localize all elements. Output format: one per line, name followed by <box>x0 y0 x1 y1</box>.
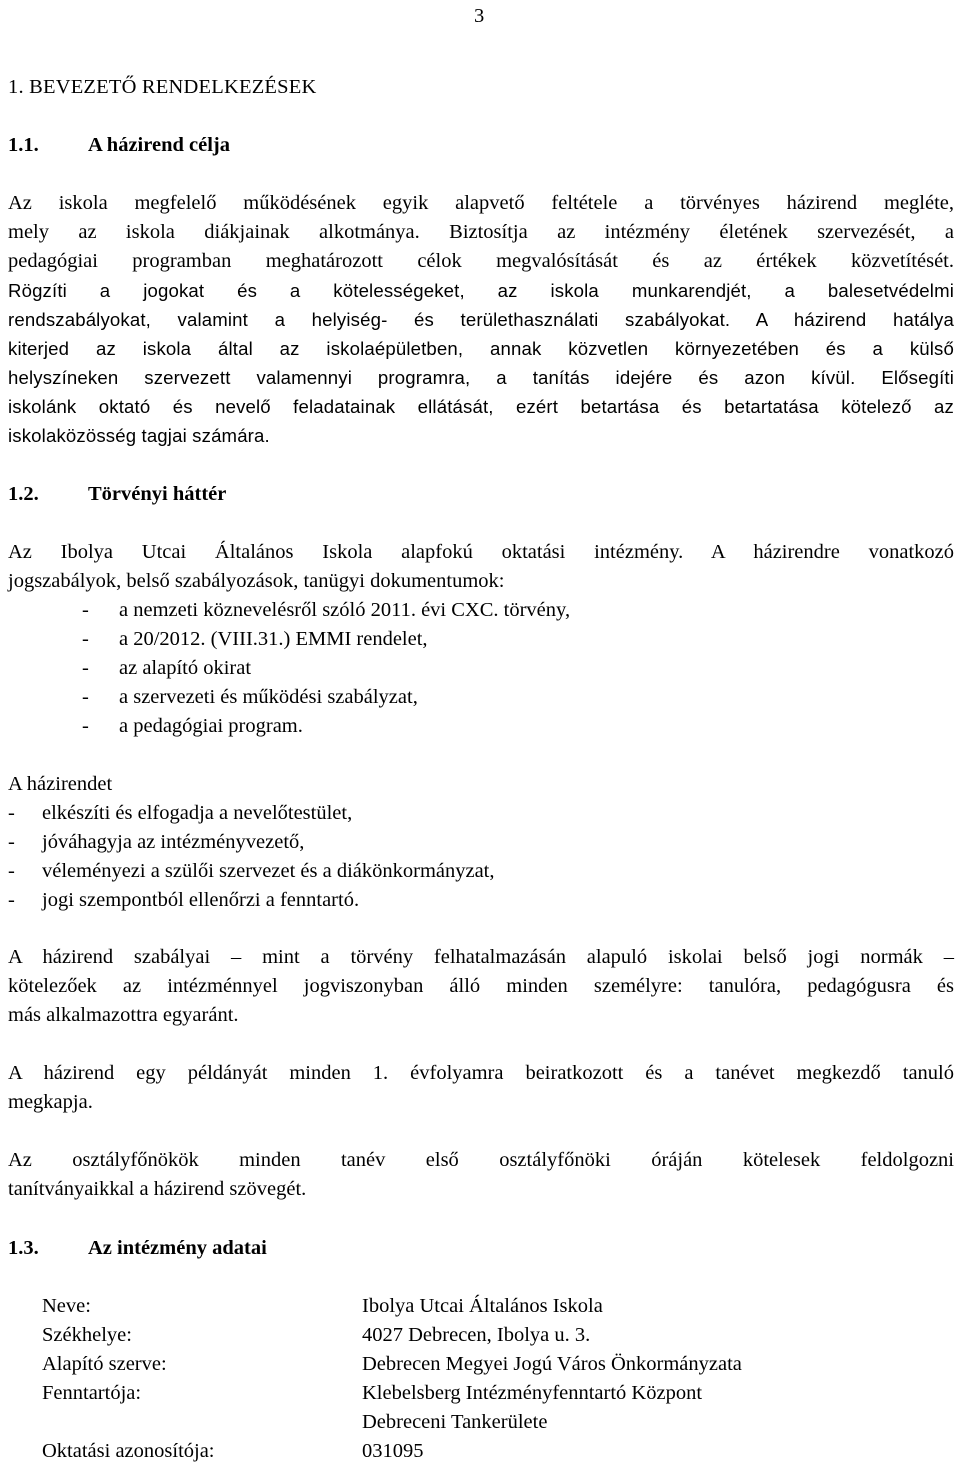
text-line: Az osztályfőnökök minden tanév első osztályfőnöki óráján kötelesek feldolgozni <box>8 1149 954 1171</box>
subsection-number: 1.3. <box>8 1237 39 1259</box>
subsection-number: 1.1. <box>8 134 39 156</box>
list-item: - véleményezi a szülői szervezet és a diákönkormányzat, <box>8 860 495 882</box>
hazirend-heading: A házirendet <box>8 773 113 795</box>
text-line: kötelezőek az intézménnyel jogviszonyban álló minden személyre: tanulóra, pedagógusra és <box>8 975 954 997</box>
row-value: Debreceni Tankerülete <box>362 1411 548 1433</box>
text-line: jogszabályok, belső szabályozások, tanügyi dokumentumok: <box>8 570 505 592</box>
subsection-number: 1.2. <box>8 483 39 505</box>
row-label: Székhelye: <box>42 1324 132 1346</box>
text-line: Az iskola megfelelő működésének egyik alapvető feltétele a törvényes házirend megléte, <box>8 192 954 214</box>
subsection-title: A házirend célja <box>88 134 230 156</box>
row-value: Ibolya Utcai Általános Iskola <box>362 1295 603 1317</box>
text-line: Az Ibolya Utcai Általános Iskola alapfokú oktatási intézmény. A házirendre vonatkozó <box>8 541 954 563</box>
text-line: Rögzíti a jogokat és a kötelességeket, az iskola munkarendjét, a balesetvédelmi <box>8 280 954 301</box>
text-line: tanítványaikkal a házirend szövegét. <box>8 1178 307 1200</box>
row-label: Alapító szerve: <box>42 1353 167 1375</box>
row-label: Neve: <box>42 1295 91 1317</box>
text-line: rendszabályokat, valamint a helyiség- és területhasználati szabályokat. A házirend hatálya <box>8 309 954 330</box>
row-value: Klebelsberg Intézményfenntartó Központ <box>362 1382 703 1404</box>
row-label: Oktatási azonosítója: <box>42 1440 215 1462</box>
list-item: - elkészíti és elfogadja a nevelőtestület, <box>8 802 353 824</box>
approval-list <box>8 799 495 915</box>
text-line: pedagógiai programban meghatározott célok megvalósítását és az értékek közvetítését. <box>8 250 954 272</box>
row-value: 031095 <box>362 1440 424 1462</box>
law-list <box>82 596 570 741</box>
text-line: iskolánk oktató és nevelő feladatainak ellátását, ezért betartása és betartatása kötelező az <box>8 396 954 417</box>
subsection-title: Törvényi háttér <box>88 483 227 505</box>
list-item: - jogi szempontból ellenőrzi a fenntartó. <box>8 889 360 911</box>
row-value: 4027 Debrecen, Ibolya u. 3. <box>362 1324 591 1346</box>
row-label: Fenntartója: <box>42 1382 142 1404</box>
text-line: megkapja. <box>8 1091 93 1113</box>
subsection-title: Az intézmény adatai <box>88 1237 267 1259</box>
text-line: helyszíneken szervezett valamennyi programra, a tanítás idejére és azon kívül. Elősegíti <box>8 367 954 388</box>
list-item: - jóváhagyja az intézményvezető, <box>8 831 305 853</box>
subsection-heading-1-1 <box>8 131 230 160</box>
text-line: más alkalmazottra egyaránt. <box>8 1004 239 1026</box>
section-title: 1. BEVEZETŐ RENDELKEZÉSEK <box>8 76 317 98</box>
text-line: A házirend szabályai – mint a törvény felhatalmazásán alapuló iskolai belső jogi normák – <box>8 946 954 968</box>
text-line: A házirend egy példányát minden 1. évfolyamra beiratkozott és a tanévet megkezdő tanuló <box>8 1062 954 1084</box>
subsection-heading-1-3 <box>8 1234 267 1263</box>
list-item: - a szervezeti és működési szabályzat, <box>82 686 418 708</box>
list-item: - a pedagógiai program. <box>82 715 303 737</box>
text-line: kiterjed az iskola által az iskolaépületben, annak közvetlen környezetében és a külső <box>8 338 954 359</box>
row-value: Debrecen Megyei Jogú Város Önkormányzata <box>362 1353 742 1375</box>
text-line: iskolaközösség tagjai számára. <box>8 425 270 446</box>
list-item: - a nemzeti köznevelésről szóló 2011. évi CXC. törvény, <box>82 599 571 621</box>
page-number: 3 <box>474 5 485 27</box>
list-item: - az alapító okirat <box>82 657 252 679</box>
subsection-heading-1-2 <box>8 480 226 509</box>
text-line: mely az iskola diákjainak alkotmánya. Biztosítja az intézmény életének szervezését, a <box>8 221 954 243</box>
list-item: - a 20/2012. (VIII.31.) EMMI rendelet, <box>82 628 428 650</box>
